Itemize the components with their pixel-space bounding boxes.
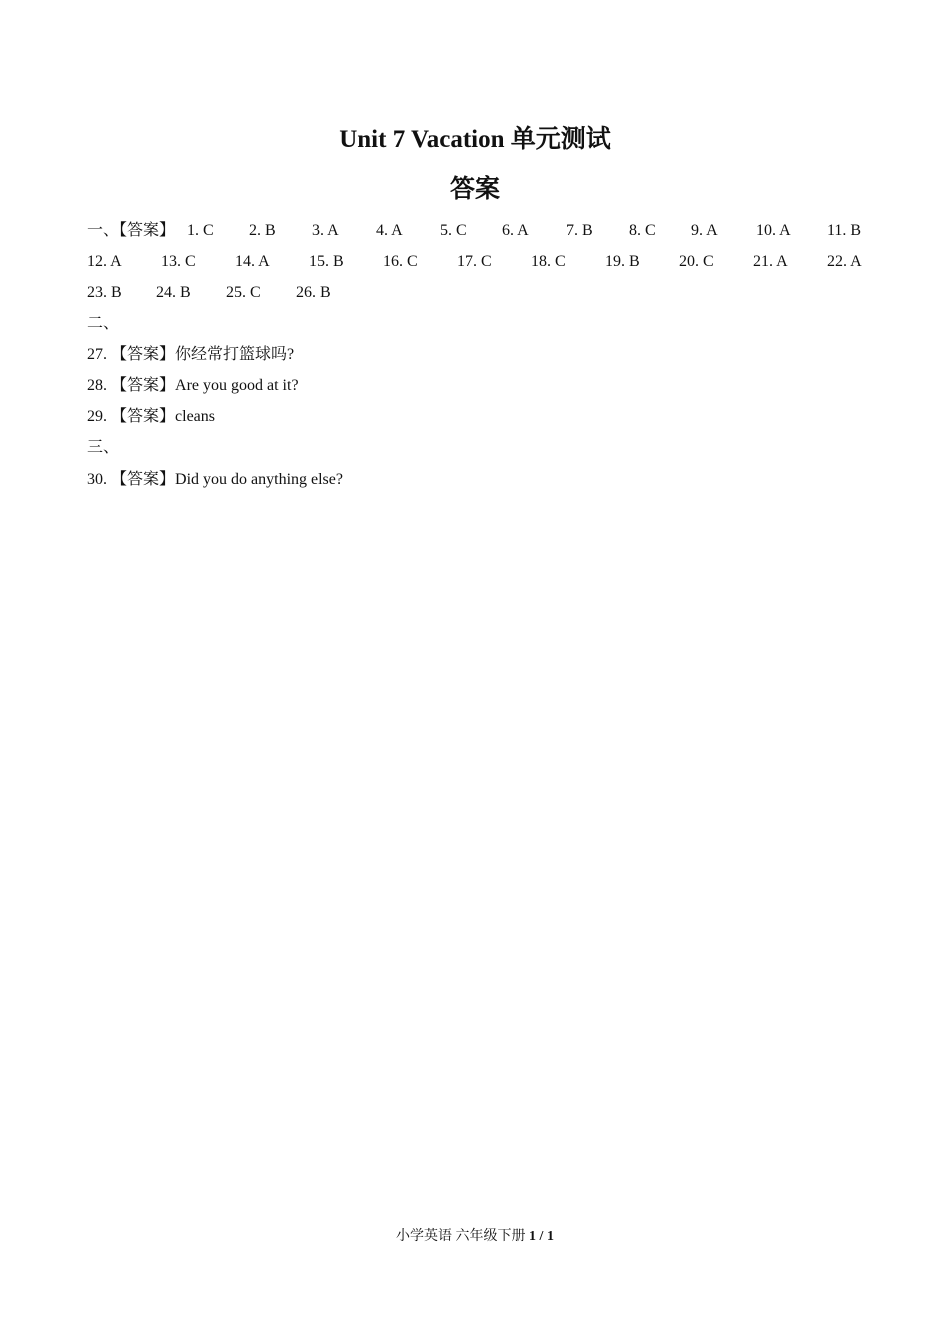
answer-item: 20. C [679,253,714,270]
answer-tag: 【答案】 [111,471,176,488]
document-title: Unit 7 Vacation 单元测试 [339,126,611,153]
answer-item: 9. A [691,222,718,239]
answer-item: 14. A [235,253,270,270]
answer-item: 12. A [87,253,122,270]
answer-item: 24. B [156,284,191,301]
question-number: 30. [87,471,107,488]
answer-item: 4. A [376,222,403,239]
answer-item: 5. C [440,222,467,239]
answer-item: 2. B [249,222,276,239]
answer-text: 你经常打篮球吗? [175,346,295,363]
answer-item: 1. C [187,222,214,239]
question-number: 28. [87,377,107,394]
answer-item: 13. C [161,253,196,270]
footer-text: 小学英语 六年级下册 [396,1229,526,1244]
answer-item: 6. A [502,222,529,239]
answer-item: 3. A [312,222,339,239]
section3-heading: 三、 [87,439,120,456]
answer-text: Are you good at it? [175,377,299,394]
page-footer [0,1228,950,1246]
answer-item: 7. B [566,222,593,239]
answer-line-29 [87,407,215,427]
answer-text: Did you do anything else? [175,471,343,488]
answer-text: cleans [175,408,215,425]
page-number-total: 1 [546,1229,554,1244]
answer-item: 10. A [756,222,791,239]
answer-line-27 [87,345,294,365]
document-subtitle: 答案 [449,176,500,203]
answer-item: 26. B [296,284,331,301]
section2-heading: 二、 [87,315,120,332]
question-number: 29. [87,408,107,425]
answer-item: 19. B [605,253,640,270]
answer-item: 16. C [383,253,418,270]
answer-item: 17. C [457,253,492,270]
answer-item: 8. C [629,222,656,239]
answer-tag: 【答案】 [111,346,176,363]
answer-item: 18. C [531,253,566,270]
answer-item: 23. B [87,284,122,301]
question-number: 27. [87,346,107,363]
answer-item: 25. C [226,284,261,301]
page-number-current: 1 [529,1229,537,1244]
answer-line-30 [87,470,343,490]
page-number-separator: / [536,1229,547,1244]
answer-item: 21. A [753,253,788,270]
answer-tag: 【答案】 [111,377,176,394]
answer-item: 22. A [827,253,862,270]
section1-prefix: 一、【答案】 [87,222,176,239]
answer-item: 11. B [827,222,862,239]
answer-item: 15. B [309,253,344,270]
answer-line-28 [87,376,299,396]
answer-tag: 【答案】 [111,408,176,425]
